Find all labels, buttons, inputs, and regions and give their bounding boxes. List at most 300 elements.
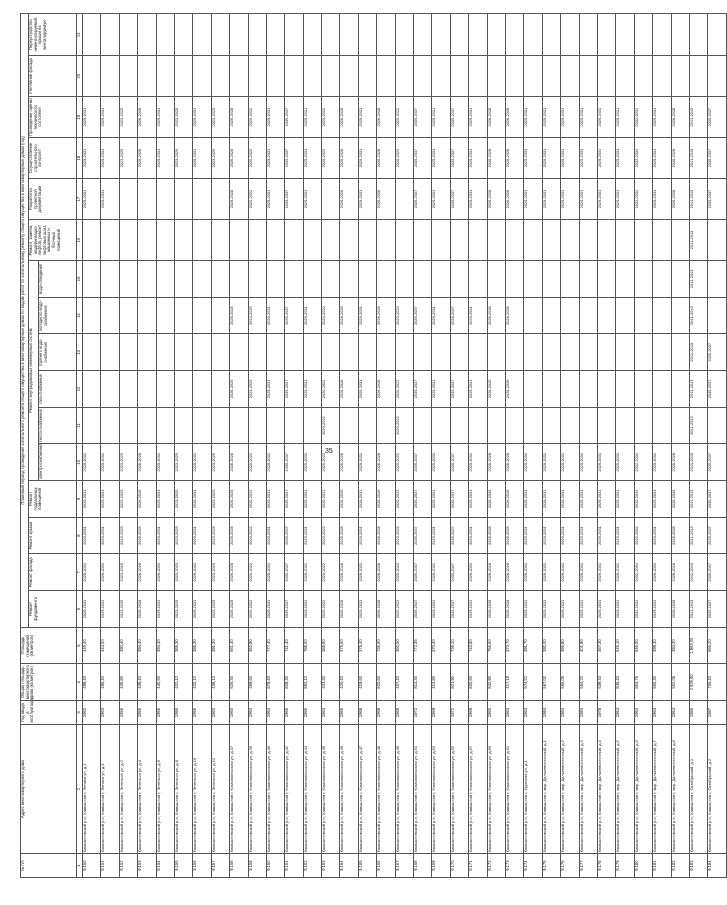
row-repair-period xyxy=(119,179,137,220)
row-repair-period xyxy=(653,220,671,261)
row-repair-period xyxy=(285,220,303,261)
row-number: 9.158 xyxy=(230,854,248,878)
row-repair-period xyxy=(119,371,137,408)
row-repair-period: 2029-2031 xyxy=(561,554,579,591)
row-year: 1968 xyxy=(358,701,376,725)
row-repair-period: 2020-2022 xyxy=(395,591,413,628)
header-num: № п/п xyxy=(21,854,77,878)
row-area-total: 853,75 xyxy=(634,664,652,701)
row-year: 1956 xyxy=(174,701,192,725)
table-row xyxy=(285,14,303,878)
row-repair-period: 2032-2034 xyxy=(634,179,652,220)
table-row xyxy=(395,14,413,878)
row-address: Камышловский р-н, Камышлов г, Комсомольская ул, д.44 xyxy=(303,724,321,853)
row-repair-period xyxy=(634,14,652,56)
table-row xyxy=(616,14,634,878)
row-year: 1964 xyxy=(671,701,689,725)
row-year: 1964 xyxy=(322,701,340,725)
row-repair-period xyxy=(616,334,634,371)
row-year: 1964 xyxy=(248,701,266,725)
row-repair-period xyxy=(395,56,413,97)
row-repair-period: 2041-2043 xyxy=(689,334,707,371)
row-area-rooms: 1 963,00 xyxy=(689,627,707,664)
row-repair-period xyxy=(432,14,450,56)
row-repair-period xyxy=(248,14,266,56)
row-repair-period: 2029-2031 xyxy=(193,138,211,179)
row-repair-period: 2029-2031 xyxy=(616,138,634,179)
column-number: 10 xyxy=(77,444,83,481)
header-area-total: Общая площадь многоквартирного дома (кв.метров) xyxy=(21,664,77,701)
row-repair-period xyxy=(211,334,229,371)
row-repair-period xyxy=(193,261,211,298)
row-area-rooms: 646,00 xyxy=(634,627,652,664)
row-area-total: 564,20 xyxy=(579,664,597,701)
row-repair-period xyxy=(83,261,101,298)
row-repair-period xyxy=(101,334,119,371)
row-repair-period: 2035-2037 xyxy=(708,481,726,518)
table-row xyxy=(174,14,192,878)
row-number: 9.164 xyxy=(340,854,358,878)
column-number: 15 xyxy=(77,261,83,298)
table-row xyxy=(193,14,211,878)
row-repair-period xyxy=(579,14,597,56)
column-number: 13 xyxy=(77,334,83,371)
row-repair-period xyxy=(358,261,376,298)
table-row xyxy=(671,14,689,878)
rotated-table-sheet xyxy=(20,13,713,878)
row-year: 1972 xyxy=(450,701,468,725)
row-repair-period xyxy=(450,14,468,56)
table-row xyxy=(101,14,119,878)
header-hot-water: горячего водо-снабжения xyxy=(39,334,77,371)
table-row xyxy=(653,14,671,878)
row-year: 1964 xyxy=(524,701,542,725)
row-repair-period: 2029-2031 xyxy=(561,591,579,628)
row-repair-period: 2026-2028 xyxy=(340,554,358,591)
row-address: Камышловский р-н, Камышлов г, Комсомольская ул, д.51 xyxy=(414,724,432,853)
row-repair-period: 2035-2037 xyxy=(414,444,432,481)
row-address: Камышловский р-н, Камышлов г, мкр. Дальневосточный, д.6 xyxy=(634,724,652,853)
row-repair-period: 2029-2031 xyxy=(469,444,487,481)
row-repair-period xyxy=(597,14,615,56)
row-repair-period xyxy=(524,14,542,56)
row-repair-period xyxy=(542,220,560,261)
row-repair-period: 2026-2028 xyxy=(138,97,156,138)
row-repair-period: 2029-2031 xyxy=(542,138,560,179)
row-repair-period xyxy=(671,371,689,408)
row-repair-period xyxy=(211,220,229,261)
row-repair-period xyxy=(285,407,303,444)
row-repair-period xyxy=(174,14,192,56)
row-repair-period xyxy=(524,56,542,97)
row-year: 1965 xyxy=(303,701,321,725)
row-number: 9.157 xyxy=(211,854,229,878)
row-repair-period xyxy=(524,407,542,444)
row-address: Камышловский р-н, Камышлов г, Крупская ул, д.1 xyxy=(524,724,542,853)
row-repair-period: 2026-2028 xyxy=(377,371,395,408)
row-area-total: 829,30 xyxy=(285,664,303,701)
row-repair-period xyxy=(303,407,321,444)
row-repair-period: 2026-2028 xyxy=(505,517,523,554)
row-repair-period: 2029-2031 xyxy=(303,297,321,334)
row-repair-period: 2029-2031 xyxy=(579,444,597,481)
row-repair-period: 2026-2028 xyxy=(340,138,358,179)
row-area-rooms: 566,20 xyxy=(708,627,726,664)
row-repair-period: 2026-2028 xyxy=(340,517,358,554)
row-repair-period xyxy=(634,334,652,371)
row-repair-period xyxy=(138,334,156,371)
row-repair-period xyxy=(395,220,413,261)
row-repair-period xyxy=(340,261,358,298)
row-repair-period: 2029-2031 xyxy=(469,481,487,518)
row-repair-period: 2029-2031 xyxy=(469,554,487,591)
column-number: 3 xyxy=(77,701,83,725)
row-repair-period: 2026-2028 xyxy=(487,481,505,518)
row-repair-period: 2023-2025 xyxy=(119,444,137,481)
row-repair-period xyxy=(524,220,542,261)
row-repair-period: 2035-2037 xyxy=(414,97,432,138)
row-repair-period: 2026-2028 xyxy=(505,297,523,334)
row-repair-period xyxy=(83,371,101,408)
row-repair-period: 2020-2022 xyxy=(248,444,266,481)
row-repair-period xyxy=(561,56,579,97)
row-repair-period: 2020-2022 xyxy=(322,407,340,444)
row-repair-period: 2029-2031 xyxy=(358,554,376,591)
table-row xyxy=(708,14,726,878)
row-repair-period xyxy=(377,220,395,261)
row-repair-period xyxy=(432,261,450,298)
row-number: 9.160 xyxy=(266,854,284,878)
row-repair-period: 2029-2031 xyxy=(616,97,634,138)
row-repair-period xyxy=(358,14,376,56)
header-basements: Ремонт подвальных помещений xyxy=(29,481,77,518)
row-repair-period xyxy=(689,14,707,56)
row-repair-period: 2029-2031 xyxy=(266,97,284,138)
row-number: 9.171 xyxy=(469,854,487,878)
row-area-total: 433,30 xyxy=(322,664,340,701)
row-repair-period xyxy=(156,334,174,371)
row-repair-period: 2029-2031 xyxy=(579,517,597,554)
column-number: 5 xyxy=(77,627,83,664)
row-area-total: 565,30 xyxy=(653,664,671,701)
row-repair-period: 2020-2022 xyxy=(395,407,413,444)
row-repair-period: 2026-2028 xyxy=(377,481,395,518)
header-electro: электроснабжения xyxy=(39,444,77,481)
row-repair-period xyxy=(414,334,432,371)
row-repair-period xyxy=(303,261,321,298)
row-repair-period xyxy=(708,56,726,97)
row-repair-period xyxy=(469,220,487,261)
row-number: 9.151 xyxy=(101,854,119,878)
row-repair-period: 2029-2031 xyxy=(156,517,174,554)
row-year: 1987 xyxy=(708,701,726,725)
row-area-rooms: 444,00 xyxy=(101,627,119,664)
row-repair-period xyxy=(377,14,395,56)
row-area-rooms: 645,10 xyxy=(616,627,634,664)
header-sewer: водо-отведения xyxy=(39,261,77,298)
column-number: 19 xyxy=(77,97,83,138)
row-repair-period: 2035-2037 xyxy=(414,371,432,408)
row-repair-period: 2029-2031 xyxy=(653,97,671,138)
row-repair-period: 2035-2037 xyxy=(708,138,726,179)
table-row xyxy=(266,14,284,878)
row-repair-period: 2026-2028 xyxy=(377,591,395,628)
row-number: 9.162 xyxy=(303,854,321,878)
row-area-total: 626,30 xyxy=(230,664,248,701)
row-repair-period: 2035-2037 xyxy=(450,554,468,591)
row-repair-period: 2026-2028 xyxy=(671,481,689,518)
row-repair-period xyxy=(708,14,726,56)
row-repair-period xyxy=(193,179,211,220)
row-repair-period: 2029-2031 xyxy=(266,481,284,518)
row-repair-period: 2029-2031 xyxy=(101,97,119,138)
row-repair-period xyxy=(597,56,615,97)
row-repair-period: 2023-2025 xyxy=(248,297,266,334)
row-repair-period: 2041-2043 xyxy=(689,220,707,261)
row-repair-period: 2029-2031 xyxy=(303,591,321,628)
row-address: Камышловский р-н, Камышлов г, мкр. Дальневосточный, д.8 xyxy=(671,724,689,853)
row-repair-period: 2029-2031 xyxy=(266,138,284,179)
row-repair-period xyxy=(616,407,634,444)
row-repair-period: 2029-2031 xyxy=(542,444,560,481)
row-number: 9.156 xyxy=(193,854,211,878)
row-repair-period: 2026-2028 xyxy=(505,371,523,408)
row-address: Камышловский р-н, Камышлов г, мкр. Дальневосточный, д.7 xyxy=(653,724,671,853)
row-repair-period xyxy=(211,297,229,334)
row-repair-period: 2029-2031 xyxy=(156,591,174,628)
row-address: Камышловский р-н, Камышлов г, Комсомольская ул, д.46 xyxy=(340,724,358,853)
row-repair-period: 2029-2031 xyxy=(101,179,119,220)
row-repair-period xyxy=(83,14,101,56)
row-repair-period: 2029-2031 xyxy=(524,97,542,138)
header-year: Год ввода в эксплуатацию xyxy=(21,701,77,725)
row-repair-period: 2023-2025 xyxy=(119,97,137,138)
row-repair-period: 2026-2028 xyxy=(671,138,689,179)
row-area-total: 2 825,90 xyxy=(689,664,707,701)
row-repair-period xyxy=(322,261,340,298)
row-repair-period: 2029-2031 xyxy=(561,444,579,481)
row-repair-period xyxy=(230,14,248,56)
row-number: 9.163 xyxy=(322,854,340,878)
row-repair-period xyxy=(505,334,523,371)
row-repair-period: 2029-2031 xyxy=(266,371,284,408)
row-repair-period: 2029-2031 xyxy=(303,371,321,408)
row-repair-period xyxy=(303,334,321,371)
row-area-total: 879,40 xyxy=(266,664,284,701)
row-repair-period: 2026-2028 xyxy=(377,554,395,591)
row-repair-period xyxy=(708,407,726,444)
row-number: 9.179 xyxy=(616,854,634,878)
row-repair-period: 2029-2031 xyxy=(266,554,284,591)
row-repair-period xyxy=(561,261,579,298)
row-repair-period: 2041-2043 xyxy=(689,179,707,220)
row-repair-period xyxy=(230,407,248,444)
row-repair-period: 2029-2031 xyxy=(358,591,376,628)
row-area-total: 432,10 xyxy=(193,664,211,701)
row-repair-period: 2029-2031 xyxy=(542,517,560,554)
table-row xyxy=(303,14,321,878)
table-row xyxy=(119,14,137,878)
row-area-rooms: 390,40 xyxy=(119,627,137,664)
row-repair-period: 2032-2034 xyxy=(634,481,652,518)
row-number: 9.176 xyxy=(561,854,579,878)
row-repair-period: 2020-2022 xyxy=(322,138,340,179)
row-repair-period: 2026-2028 xyxy=(487,517,505,554)
row-area-total: 574,52 xyxy=(524,664,542,701)
row-repair-period: 2029-2031 xyxy=(193,517,211,554)
row-number: 9.155 xyxy=(174,854,192,878)
row-repair-period xyxy=(579,371,597,408)
row-repair-period: 2029-2031 xyxy=(101,481,119,518)
row-repair-period: 2029-2031 xyxy=(561,481,579,518)
row-repair-period xyxy=(450,334,468,371)
row-repair-period: 2026-2028 xyxy=(505,97,523,138)
row-repair-period: 2029-2031 xyxy=(579,179,597,220)
row-repair-period: 2023-2025 xyxy=(174,138,192,179)
row-area-rooms: 736,60 xyxy=(377,627,395,664)
row-repair-period xyxy=(561,220,579,261)
row-repair-period xyxy=(156,220,174,261)
row-repair-period: 2026-2028 xyxy=(230,138,248,179)
row-repair-period xyxy=(671,407,689,444)
row-repair-period: 2029-2031 xyxy=(561,517,579,554)
row-repair-period: 2035-2037 xyxy=(285,444,303,481)
header-foundation: Ремонт фундамента xyxy=(29,591,77,628)
row-repair-period: 2020-2022 xyxy=(395,554,413,591)
row-repair-period xyxy=(395,14,413,56)
row-repair-period: 2023-2025 xyxy=(248,371,266,408)
row-repair-period: 2035-2037 xyxy=(285,591,303,628)
row-area-rooms: 401,90 xyxy=(579,627,597,664)
table-row xyxy=(487,14,505,878)
row-repair-period: 2026-2028 xyxy=(487,591,505,628)
row-repair-period xyxy=(542,407,560,444)
row-repair-period: 2026-2028 xyxy=(671,444,689,481)
row-area-rooms: 741,40 xyxy=(285,627,303,664)
row-repair-period: 2026-2028 xyxy=(487,371,505,408)
row-year: 1966 xyxy=(285,701,303,725)
row-year: 1964 xyxy=(266,701,284,725)
row-repair-period: 2020-2022 xyxy=(322,517,340,554)
row-number: 9.182 xyxy=(671,854,689,878)
row-repair-period xyxy=(230,261,248,298)
row-repair-period: 2026-2028 xyxy=(340,371,358,408)
row-repair-period xyxy=(597,297,615,334)
row-repair-period: 2029-2031 xyxy=(83,591,101,628)
row-area-rooms: 736,10 xyxy=(450,627,468,664)
row-repair-period: 2023-2025 xyxy=(211,591,229,628)
row-repair-period xyxy=(542,334,560,371)
row-repair-period: 2026-2028 xyxy=(487,554,505,591)
table-row xyxy=(358,14,376,878)
row-repair-period: 2026-2028 xyxy=(340,179,358,220)
row-number: 9.159 xyxy=(248,854,266,878)
row-area-rooms: 391,30 xyxy=(211,627,229,664)
row-repair-period: 2026-2028 xyxy=(505,138,523,179)
row-repair-period: 2029-2031 xyxy=(616,517,634,554)
row-repair-period xyxy=(432,56,450,97)
header-insulation: Переустройство невентилируемой крыши на вентилируемую xyxy=(29,14,77,56)
row-repair-period xyxy=(395,179,413,220)
row-repair-period xyxy=(469,56,487,97)
row-repair-period xyxy=(358,334,376,371)
row-area-total: 830,60 xyxy=(469,664,487,701)
row-repair-period xyxy=(83,407,101,444)
row-repair-period: 2035-2037 xyxy=(450,97,468,138)
row-repair-period: 2029-2031 xyxy=(542,481,560,518)
row-address: Камышловский р-н, Камышлов г, Энгельса ул, д.2 xyxy=(119,724,137,853)
row-repair-period xyxy=(83,334,101,371)
row-repair-period xyxy=(266,334,284,371)
row-repair-period: 2035-2037 xyxy=(414,591,432,628)
row-repair-period: 2041-2043 xyxy=(689,261,707,298)
row-repair-period: 2029-2031 xyxy=(524,554,542,591)
row-repair-period: 2035-2037 xyxy=(450,444,468,481)
row-repair-period: 2020-2022 xyxy=(395,138,413,179)
row-repair-period: 2026-2028 xyxy=(505,554,523,591)
row-repair-period xyxy=(101,56,119,97)
row-repair-period: 2026-2028 xyxy=(487,179,505,220)
row-repair-period xyxy=(322,334,340,371)
row-repair-period xyxy=(542,297,560,334)
header-facade: Ремонт фасада xyxy=(29,554,77,591)
row-repair-period xyxy=(671,261,689,298)
row-repair-period: 2035-2037 xyxy=(414,481,432,518)
row-repair-period: 2035-2037 xyxy=(285,297,303,334)
row-repair-period: 2029-2031 xyxy=(432,371,450,408)
row-repair-period: 2020-2022 xyxy=(248,554,266,591)
row-number: 9.180 xyxy=(634,854,652,878)
row-repair-period: 2041-2043 xyxy=(689,444,707,481)
row-repair-period: 2029-2031 xyxy=(156,481,174,518)
row-repair-period xyxy=(174,56,192,97)
row-area-total: 369,60 xyxy=(248,664,266,701)
row-repair-period: 2029-2031 xyxy=(597,481,615,518)
row-repair-period xyxy=(561,297,579,334)
column-number: 12 xyxy=(77,371,83,408)
row-repair-period: 2029-2031 xyxy=(303,179,321,220)
row-repair-period: 2041-2043 xyxy=(689,554,707,591)
row-number: 9.178 xyxy=(597,854,615,878)
row-repair-period xyxy=(579,407,597,444)
row-repair-period xyxy=(156,14,174,56)
row-repair-period: 2029-2031 xyxy=(579,97,597,138)
header-heat: тепло-снабжения xyxy=(39,407,77,444)
row-repair-period: 2029-2031 xyxy=(156,444,174,481)
row-repair-period: 2029-2031 xyxy=(616,554,634,591)
row-repair-period xyxy=(597,334,615,371)
row-repair-period: 2029-2031 xyxy=(83,481,101,518)
row-repair-period: 2029-2031 xyxy=(83,517,101,554)
row-address: Камышловский р-н, Камышлов г, Октябрьский, д.1 xyxy=(689,724,707,853)
row-repair-period: 2029-2031 xyxy=(524,481,542,518)
row-repair-period xyxy=(689,56,707,97)
row-repair-period: 2035-2037 xyxy=(414,554,432,591)
table-row xyxy=(432,14,450,878)
table-row xyxy=(340,14,358,878)
row-repair-period: 2029-2031 xyxy=(524,138,542,179)
row-repair-period: 2029-2031 xyxy=(597,97,615,138)
row-area-rooms: 375,60 xyxy=(340,627,358,664)
row-repair-period: 2026-2028 xyxy=(230,97,248,138)
capital-repair-table xyxy=(20,13,727,878)
row-year: 1984 xyxy=(579,701,597,725)
row-repair-period xyxy=(156,297,174,334)
row-area-rooms: 399,30 xyxy=(653,627,671,664)
row-repair-period: 2026-2028 xyxy=(671,591,689,628)
row-repair-period: 2029-2031 xyxy=(358,517,376,554)
row-repair-period xyxy=(193,334,211,371)
